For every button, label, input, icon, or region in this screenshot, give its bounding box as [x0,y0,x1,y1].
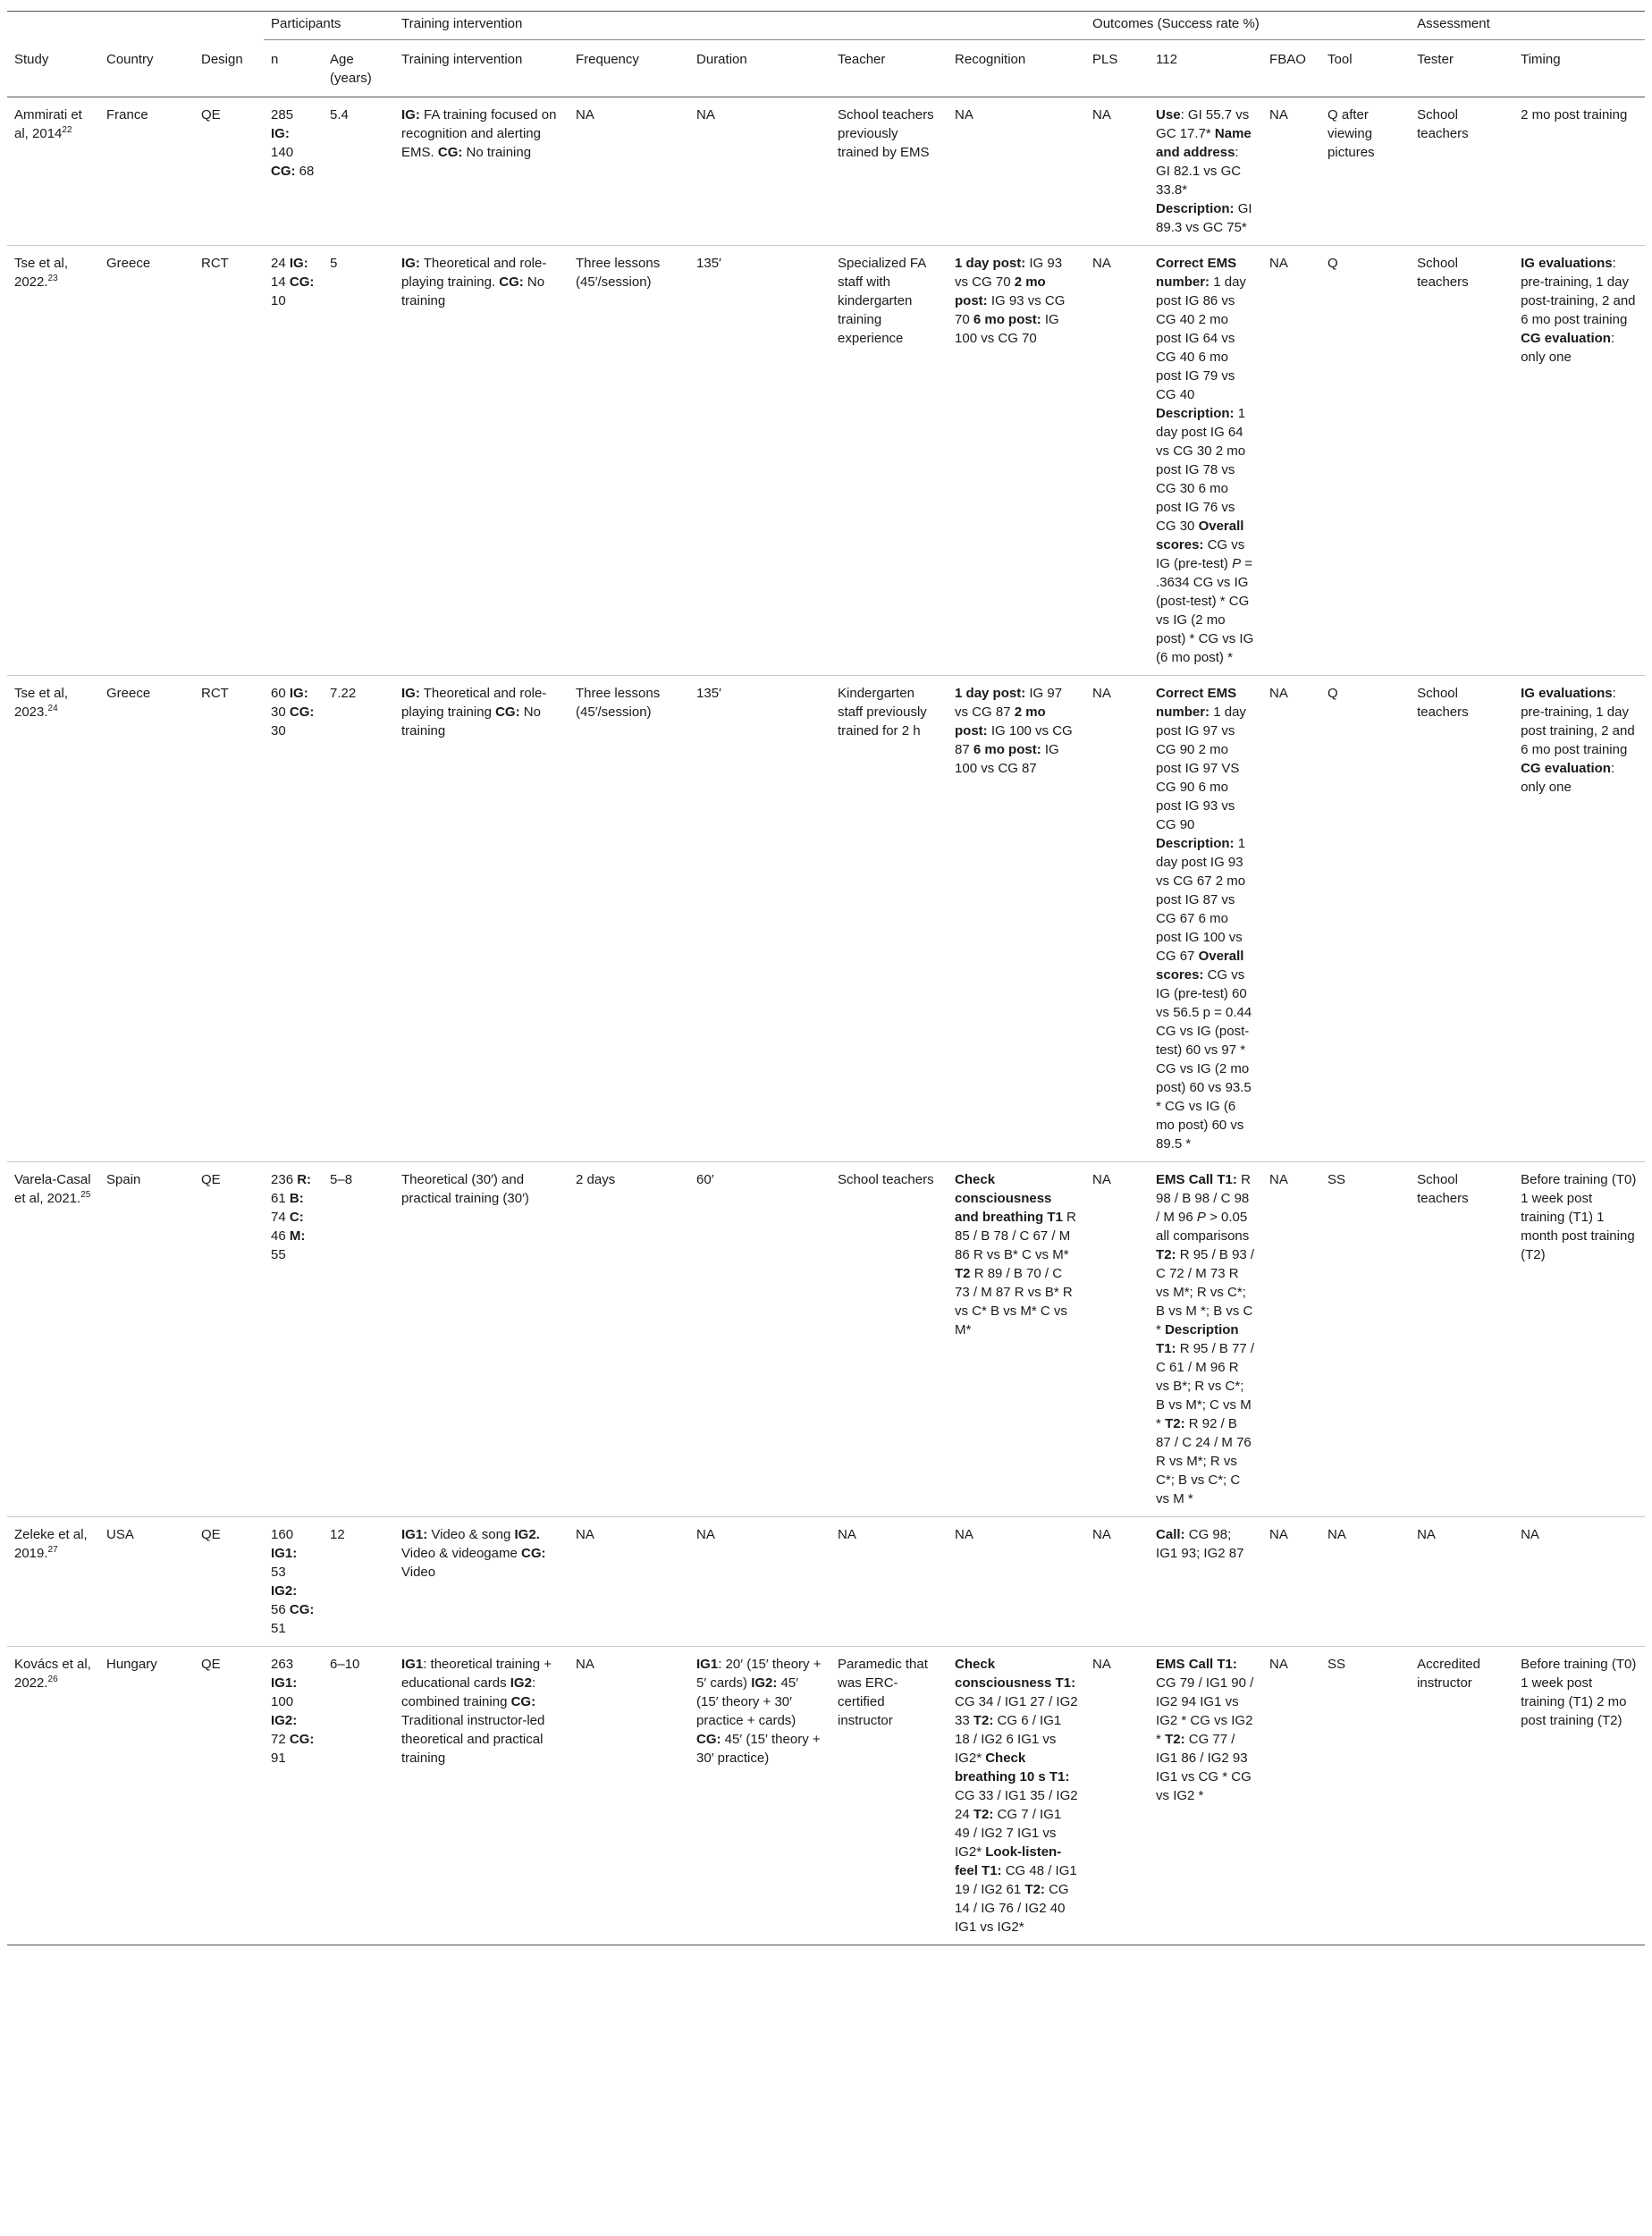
cell-tool: SS [1320,1162,1410,1517]
cell-country: USA [99,1517,194,1647]
cell-tool: Q [1320,676,1410,1162]
col-country: Country [99,40,194,97]
cell-study: Tse et al, 2022.23 [7,246,99,676]
cell-timing: IG evaluations: pre-training, 1 day post-training, 2 and 6 mo post training CG evaluation: only one [1513,246,1645,676]
cell-intervention: IG: Theoretical and role-playing training. CG: No training [394,246,569,676]
cell-frequency: NA [569,1517,689,1647]
table-row [7,1162,1645,1517]
group-outcomes: Outcomes (Success rate %) [1085,12,1410,40]
cell-duration: 135′ [689,676,830,1162]
cell-tool: SS [1328,1657,1346,1672]
header-group-row [7,12,1645,40]
cell-tool: NA [1320,1517,1410,1647]
cell-design: QE [194,97,264,246]
cell-tester: School teachers [1410,676,1513,1162]
col-frequency: Frequency [569,40,689,97]
col-teacher: Teacher [830,40,948,97]
cell-age: 7.22 [323,676,394,1162]
table-row [7,1517,1645,1647]
col-design: Design [194,40,264,97]
cell-design: QE [194,1517,264,1647]
cell-design: QE [201,1657,221,1672]
cell-c112: Correct EMS number: 1 day post IG 97 vs CG 90 2 mo post IG 97 VS CG 90 6 mo post IG 93 vs CG 90 Description: 1 day post IG 93 vs CG 67 2 mo post IG 87 vs CG 67 6 mo post IG 100 vs CG 67 Overall scores: CG vs IG (pre-test) 60 vs 56.5 p = 0.44 CG vs IG (post-test) 60 vs 97 * CG vs IG (2 mo post) 60 vs 93.5 * CG vs IG (6 mo post) 60 vs 89.5 * [1149,676,1262,1162]
cell-tester: School teachers [1410,246,1513,676]
cell-n: 160 IG1: 53 IG2: 56 CG: 51 [264,1517,323,1647]
cell-duration: NA [689,97,830,246]
col-fbao: FBAO [1262,40,1320,97]
table-row [7,97,1645,246]
cell-c112: Use: GI 55.7 vs GC 17.7* Name and address: GI 82.1 vs GC 33.8* Description: GI 89.3 vs GC 75* [1149,97,1262,246]
cell-fbao: NA [1262,676,1320,1162]
cell-pls: NA [1092,1657,1111,1672]
cell-age: 5.4 [323,97,394,246]
col-112: 112 [1149,40,1262,97]
cell-recognition: NA [948,97,1085,246]
cell-frequency: Three lessons (45′/session) [569,246,689,676]
cell-age: 5–8 [323,1162,394,1517]
studies-table [7,11,1645,1945]
table-row [7,246,1645,676]
cell-age: 5 [323,246,394,676]
group-spacer [7,12,264,40]
col-tester: Tester [1410,40,1513,97]
cell-country: Greece [99,676,194,1162]
cell-design: RCT [194,246,264,676]
table-row [7,676,1645,1162]
col-duration: Duration [689,40,830,97]
cell-n: 60 IG: 30 CG: 30 [264,676,323,1162]
cell-recognition: NA [948,1517,1085,1647]
col-intervention: Training intervention [394,40,569,97]
cell-fbao: NA [1262,1162,1320,1517]
table-header [7,12,1645,97]
cell-pls: NA [1085,1517,1149,1647]
cell-teacher: Specialized FA staff with kindergarten training experience [830,246,948,676]
cell-c112: Call: CG 98; IG1 93; IG2 87 [1149,1517,1262,1647]
cell-teacher: NA [830,1517,948,1647]
cell-c112: EMS Call T1: R 98 / B 98 / C 98 / M 96 P > 0.05 all comparisons T2: R 95 / B 93 / C 72 / M 73 R vs M*; R vs C*; B vs M *; B vs C * Description T1: R 95 / B 77 / C 61 / M 96 R vs B*; R vs C*; B vs M*; C vs M * T2: R 92 / B 87 / C 24 / M 76 R vs M*; R vs C*; B vs C*; C vs M * [1149,1162,1262,1517]
cell-study: Zeleke et al, 2019.27 [7,1517,99,1647]
cell-fbao: NA [1262,246,1320,676]
cell-intervention: IG: Theoretical and role-playing training CG: No training [394,676,569,1162]
cell-age: 12 [323,1517,394,1647]
cell-design: QE [194,1162,264,1517]
cell-frequency: NA [569,97,689,246]
cell-recognition: 1 day post: IG 93 vs CG 70 2 mo post: IG 93 vs CG 70 6 mo post: IG 100 vs CG 70 [948,246,1085,676]
col-recognition: Recognition [948,40,1085,97]
cell-study: Ammirati et al, 2014$^{22}$ [7,97,99,246]
cell-fbao: NA [1262,97,1320,246]
cell-study: Kovács et al, 2022.26 [14,1657,91,1691]
cell-tester: Accredited instructor [1417,1657,1480,1691]
cell-frequency: NA [576,1657,594,1672]
col-tool: Tool [1320,40,1410,97]
cell-tool: Q after viewing pictures [1320,97,1410,246]
cell-intervention: IG1: Video & song IG2. Video & videogame CG: Video [394,1517,569,1647]
cell-country: Spain [99,1162,194,1517]
cell-teacher: Kindergarten staff previously trained for 2 h [830,676,948,1162]
cell-intervention: IG1: theoretical training + educational cards IG2: combined training CG: Traditional instructor-led theoretical and practical training [401,1657,552,1766]
cell-recognition: Check consciousness and breathing T1 R 85 / B 78 / C 67 / M 86 R vs B* C vs M* T2 R 89 / B 70 / C 73 / M 87 R vs B* R vs C* B vs M* C vs M* [948,1162,1085,1517]
cell-age: 6–10 [330,1657,360,1672]
cell-tester: NA [1410,1517,1513,1647]
cell-country: Greece [99,246,194,676]
cell-pls: NA [1085,246,1149,676]
cell-frequency: 2 days [569,1162,689,1517]
col-study: Study [7,40,99,97]
cell-tool: Q [1320,246,1410,676]
cell-tester: School teachers [1410,97,1513,246]
header-column-row [7,40,1645,97]
cell-duration: IG1: 20′ (15′ theory + 5′ cards) IG2: 45′ (15′ theory + 30′ practice + cards) CG: 45′ (15′ theory + 30′ practice) [696,1657,822,1766]
cell-c112: EMS Call T1: CG 79 / IG1 90 / IG2 94 IG1 vs IG2 * CG vs IG2 * T2: CG 77 / IG1 86 / IG2 93 IG1 vs CG * CG vs IG2 * [1156,1657,1254,1803]
group-training-intervention: Training intervention [394,12,1085,40]
cell-recognition: Check consciousness T1: CG 34 / IG1 27 / IG2 33 T2: CG 6 / IG1 18 / IG2 6 IG1 vs IG2* Check breathing 10 s T1: CG 33 / IG1 35 / IG2 24 T2: CG 7 / IG1 49 / IG2 7 IG1 vs IG2* Look-listen-feel T1: CG 48 / IG1 19 / IG2 61 T2: CG 14 / IG 76 / IG2 40 IG1 vs IG2* [955,1657,1078,1935]
col-n: n [264,40,323,97]
cell-pls: NA [1085,676,1149,1162]
cell-teacher: Paramedic that was ERC-certified instructor [838,1657,928,1728]
cell-pls: NA [1085,1162,1149,1517]
cell-fbao: NA [1262,1517,1320,1647]
cell-fbao: NA [1269,1657,1288,1672]
cell-timing: IG evaluations: pre-training, 1 day post training, 2 and 6 mo post training CG evaluation: only one [1513,676,1645,1162]
cell-n: 236 R: 61 B: 74 C: 46 M: 55 [264,1162,323,1517]
table-row [7,1647,1645,1945]
cell-duration: NA [689,1517,830,1647]
cell-teacher: School teachers [830,1162,948,1517]
cell-duration: 60′ [689,1162,830,1517]
cell-n: 285 IG: 140 CG: 68 [264,97,323,246]
cell-recognition: 1 day post: IG 97 vs CG 87 2 mo post: IG 100 vs CG 87 6 mo post: IG 100 vs CG 87 [948,676,1085,1162]
cell-study: Varela-Casal et al, 2021.25 [7,1162,99,1517]
group-participants: Participants [264,12,394,40]
cell-timing: Before training (T0) 1 week post training (T1) 2 mo post training (T2) [1521,1657,1637,1728]
table-body [7,97,1645,1945]
cell-n: 24 IG: 14 CG: 10 [264,246,323,676]
cell-n: 263 IG1: 100 IG2: 72 CG: 91 [271,1657,315,1766]
cell-teacher: School teachers previously trained by EMS [830,97,948,246]
cell-timing: NA [1513,1517,1645,1647]
cell-intervention: IG: FA training focused on recognition and alerting EMS. CG: No training [394,97,569,246]
group-assessment: Assessment [1410,12,1645,40]
cell-frequency: Three lessons (45′/session) [569,676,689,1162]
col-timing: Timing [1513,40,1645,97]
col-pls: PLS [1085,40,1149,97]
cell-design: RCT [194,676,264,1162]
cell-c112: Correct EMS number: 1 day post IG 86 vs CG 40 2 mo post IG 64 vs CG 40 6 mo post IG 79 vs CG 40 Description: 1 day post IG 64 vs CG 30 2 mo post IG 78 vs CG 30 6 mo post IG 76 vs CG 30 Overall scores: CG vs IG (pre-test) P = .3634 CG vs IG (post-test) * CG vs IG (2 mo post) * CG vs IG (6 mo post) * [1149,246,1262,676]
cell-tester: School teachers [1410,1162,1513,1517]
cell-duration: 135′ [689,246,830,676]
cell-intervention: Theoretical (30′) and practical training (30′) [394,1162,569,1517]
cell-pls: NA [1085,97,1149,246]
cell-study: Tse et al, 2023.24 [7,676,99,1162]
cell-timing: Before training (T0) 1 week post training (T1) 1 month post training (T2) [1513,1162,1645,1517]
cell-country: Hungary [106,1657,157,1672]
col-age: Age (years) [323,40,394,97]
cell-timing: 2 mo post training [1513,97,1645,246]
cell-country: France [99,97,194,246]
